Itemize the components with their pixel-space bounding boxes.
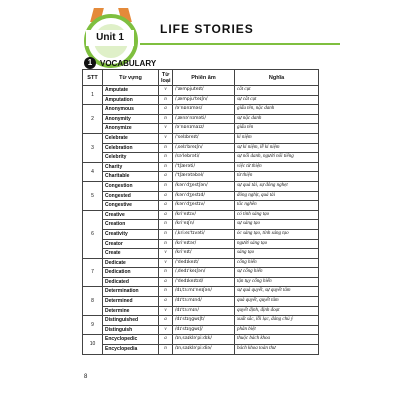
unit-label: Unit 1 <box>86 30 134 46</box>
vietnamese-meaning: có tính sáng tạo <box>235 210 319 220</box>
phonetic-transcription: /səˈlebrəti/ <box>173 153 235 163</box>
vocab-word: Determined <box>103 297 159 307</box>
table-row <box>83 133 319 143</box>
vocab-word: Creation <box>103 220 159 230</box>
phonetic-transcription: /dɪˈtɜːmɪn/ <box>173 306 235 316</box>
table-header-row <box>83 70 319 86</box>
part-of-speech: v <box>159 258 173 268</box>
column-header-stt: STT <box>83 70 103 86</box>
phonetic-transcription: /kriˈeɪʃn/ <box>173 220 235 230</box>
table-row <box>83 124 319 134</box>
part-of-speech: a <box>159 277 173 287</box>
table-row <box>83 95 319 105</box>
table-row <box>83 229 319 239</box>
table-row <box>83 325 319 335</box>
vocab-word: Encyclopedia <box>103 345 159 355</box>
vietnamese-meaning: việc từ thiện <box>235 162 319 172</box>
vietnamese-meaning: từ thiện <box>235 172 319 182</box>
part-of-speech: n <box>159 162 173 172</box>
phonetic-transcription: /əˈnɒnɪmaɪz/ <box>173 124 235 134</box>
row-number: 10 <box>83 335 103 354</box>
phonetic-transcription: /kriˈeɪtɪv/ <box>173 210 235 220</box>
vietnamese-meaning: sự sáng tạo <box>235 220 319 230</box>
phonetic-transcription: /kənˈdʒestɪv/ <box>173 201 235 211</box>
vocab-word: Determination <box>103 287 159 297</box>
part-of-speech: n <box>159 229 173 239</box>
phonetic-transcription: /kənˈdʒestɪd/ <box>173 191 235 201</box>
vietnamese-meaning: giấu tên, nặc danh <box>235 105 319 115</box>
table-row <box>83 249 319 259</box>
vocab-word: Congestive <box>103 201 159 211</box>
table-row <box>83 297 319 307</box>
part-of-speech: a <box>159 210 173 220</box>
table-row <box>83 277 319 287</box>
vocab-word: Create <box>103 249 159 259</box>
part-of-speech: v <box>159 325 173 335</box>
table-row <box>83 239 319 249</box>
phonetic-transcription: /ˌkriːeɪˈtɪvəti/ <box>173 229 235 239</box>
section-label: VOCABULARY <box>100 58 157 68</box>
part-of-speech: n <box>159 153 173 163</box>
phonetic-transcription: /ˈæmpjuteɪt/ <box>173 86 235 96</box>
vocab-word: Encyclopedic <box>103 335 159 345</box>
phonetic-transcription: /kriˈeɪt/ <box>173 249 235 259</box>
part-of-speech: n <box>159 268 173 278</box>
phonetic-transcription: /dɪˈstɪŋɡwɪʃ/ <box>173 325 235 335</box>
table-row <box>83 316 319 326</box>
row-number: 9 <box>83 316 103 335</box>
part-of-speech: a <box>159 172 173 182</box>
part-of-speech: a <box>159 191 173 201</box>
table-row <box>83 191 319 201</box>
table-row <box>83 143 319 153</box>
part-of-speech: v <box>159 133 173 143</box>
part-of-speech: a <box>159 105 173 115</box>
vietnamese-meaning: tắc nghẽn <box>235 201 319 211</box>
vietnamese-meaning: kỉ niệm <box>235 133 319 143</box>
table-row <box>83 201 319 211</box>
vocab-word: Congested <box>103 191 159 201</box>
row-number: 1 <box>83 86 103 105</box>
table-row <box>83 162 319 172</box>
vocab-word: Dedication <box>103 268 159 278</box>
part-of-speech: a <box>159 335 173 345</box>
vietnamese-meaning: sự cắt cụt <box>235 95 319 105</box>
table-row <box>83 335 319 345</box>
vocab-word: Creative <box>103 210 159 220</box>
vocab-word: Dedicated <box>103 277 159 287</box>
vocab-word: Anonymous <box>103 105 159 115</box>
column-header-pos: Từ loại <box>159 70 173 86</box>
vietnamese-meaning: quyết định, định đoạt <box>235 306 319 316</box>
vocab-word: Dedicate <box>103 258 159 268</box>
vocab-word: Celebration <box>103 143 159 153</box>
vocab-word: Anonymity <box>103 114 159 124</box>
phonetic-transcription: /əˈnɒnɪməs/ <box>173 105 235 115</box>
vietnamese-meaning: giấu tên <box>235 124 319 134</box>
table-row <box>83 86 319 96</box>
table-row <box>83 153 319 163</box>
vietnamese-meaning: người sáng tạo <box>235 239 319 249</box>
phonetic-transcription: /ˈdedɪkeɪt/ <box>173 258 235 268</box>
phonetic-transcription: /dɪˈstɪŋɡwɪʃt/ <box>173 316 235 326</box>
vocab-word: Celebrity <box>103 153 159 163</box>
part-of-speech: n <box>159 345 173 355</box>
vietnamese-meaning: sự quá tải, sự đông nghẹt <box>235 181 319 191</box>
table-row <box>83 220 319 230</box>
vocab-word: Distinguished <box>103 316 159 326</box>
phonetic-transcription: /ɪnˌsaɪkləˈpiːdɪk/ <box>173 335 235 345</box>
vietnamese-meaning: sự quả quyết, sự quyết tâm <box>235 287 319 297</box>
column-header-meaning: Nghĩa <box>235 70 319 86</box>
part-of-speech: n <box>159 220 173 230</box>
row-number: 5 <box>83 181 103 210</box>
phonetic-transcription: /ˌæmpjuˈteɪʃn/ <box>173 95 235 105</box>
vietnamese-meaning: thuộc bách khoa <box>235 335 319 345</box>
table-row <box>83 306 319 316</box>
part-of-speech: n <box>159 239 173 249</box>
table-row <box>83 105 319 115</box>
vietnamese-meaning: xuất sắc, lỗi lạc, đáng chú ý <box>235 316 319 326</box>
vietnamese-meaning: sự nổi danh, người nổi tiếng <box>235 153 319 163</box>
vietnamese-meaning: sáng tạo <box>235 249 319 259</box>
vietnamese-meaning: sự nặc danh <box>235 114 319 124</box>
part-of-speech: n <box>159 114 173 124</box>
table-row <box>83 287 319 297</box>
vietnamese-meaning: bách khoa toàn thư <box>235 345 319 355</box>
vocab-word: Celebrate <box>103 133 159 143</box>
row-number: 4 <box>83 162 103 181</box>
vietnamese-meaning: cắt cụt <box>235 86 319 96</box>
page-number: 8 <box>84 374 88 380</box>
vocab-word: Creativity <box>103 229 159 239</box>
vietnamese-meaning: tận tụy cống hiến <box>235 277 319 287</box>
part-of-speech: a <box>159 201 173 211</box>
table-row <box>83 210 319 220</box>
phonetic-transcription: /ˌænəˈnɪməti/ <box>173 114 235 124</box>
phonetic-transcription: /ˈtʃærəti/ <box>173 162 235 172</box>
vietnamese-meaning: cống hiến <box>235 258 319 268</box>
page-title: LIFE STORIES <box>160 22 254 36</box>
vocab-word: Charitable <box>103 172 159 182</box>
column-header-word: Từ vựng <box>103 70 159 86</box>
table-row <box>83 258 319 268</box>
section-number: 1 <box>84 57 96 69</box>
vocab-word: Creator <box>103 239 159 249</box>
phonetic-transcription: /ɪnˌsaɪkləˈpiːdiə/ <box>173 345 235 355</box>
part-of-speech: a <box>159 297 173 307</box>
part-of-speech: v <box>159 86 173 96</box>
title-underline <box>140 43 340 45</box>
part-of-speech: v <box>159 124 173 134</box>
part-of-speech: a <box>159 316 173 326</box>
vocabulary-table <box>82 69 319 355</box>
phonetic-transcription: /dɪˈtɜːmɪnd/ <box>173 297 235 307</box>
part-of-speech: v <box>159 306 173 316</box>
vietnamese-meaning: quả quyết, quyết tâm <box>235 297 319 307</box>
vietnamese-meaning: sự kỉ niệm, lễ kỉ niệm <box>235 143 319 153</box>
table-row <box>83 345 319 355</box>
part-of-speech: n <box>159 287 173 297</box>
phonetic-transcription: /ˌdedɪˈkeɪʃən/ <box>173 268 235 278</box>
phonetic-transcription: /ˌselɪˈbreɪʃn/ <box>173 143 235 153</box>
section-heading <box>84 56 156 70</box>
table-row <box>83 172 319 182</box>
vocab-word: Anonymize <box>103 124 159 134</box>
phonetic-transcription: /kriˈeɪtər/ <box>173 239 235 249</box>
part-of-speech: n <box>159 143 173 153</box>
vietnamese-meaning: sự cống hiến <box>235 268 319 278</box>
vocab-word: Charity <box>103 162 159 172</box>
table-body <box>83 86 319 355</box>
phonetic-transcription: /ˈdedɪkeɪtɪd/ <box>173 277 235 287</box>
phonetic-transcription: /dɪˌtɜːmɪˈneɪʃən/ <box>173 287 235 297</box>
row-number: 3 <box>83 133 103 162</box>
vocab-word: Congestion <box>103 181 159 191</box>
vietnamese-meaning: đông nghịt, quá tải <box>235 191 319 201</box>
part-of-speech: v <box>159 249 173 259</box>
part-of-speech: n <box>159 181 173 191</box>
vocab-word: Determine <box>103 306 159 316</box>
row-number: 2 <box>83 105 103 134</box>
table-row <box>83 114 319 124</box>
row-number: 6 <box>83 210 103 258</box>
vocab-word: Amputate <box>103 86 159 96</box>
row-number: 7 <box>83 258 103 287</box>
row-number: 8 <box>83 287 103 316</box>
vocab-word: Distinguish <box>103 325 159 335</box>
vietnamese-meaning: óc sáng tạo, tính sáng tạo <box>235 229 319 239</box>
column-header-ipa: Phiên âm <box>173 70 235 86</box>
table-row <box>83 181 319 191</box>
vocab-word: Amputation <box>103 95 159 105</box>
vietnamese-meaning: phân biệt <box>235 325 319 335</box>
phonetic-transcription: /ˈselɪbreɪt/ <box>173 133 235 143</box>
phonetic-transcription: /ˈtʃærətəbəl/ <box>173 172 235 182</box>
part-of-speech: n <box>159 95 173 105</box>
table-row <box>83 268 319 278</box>
phonetic-transcription: /kənˈdʒestʃən/ <box>173 181 235 191</box>
